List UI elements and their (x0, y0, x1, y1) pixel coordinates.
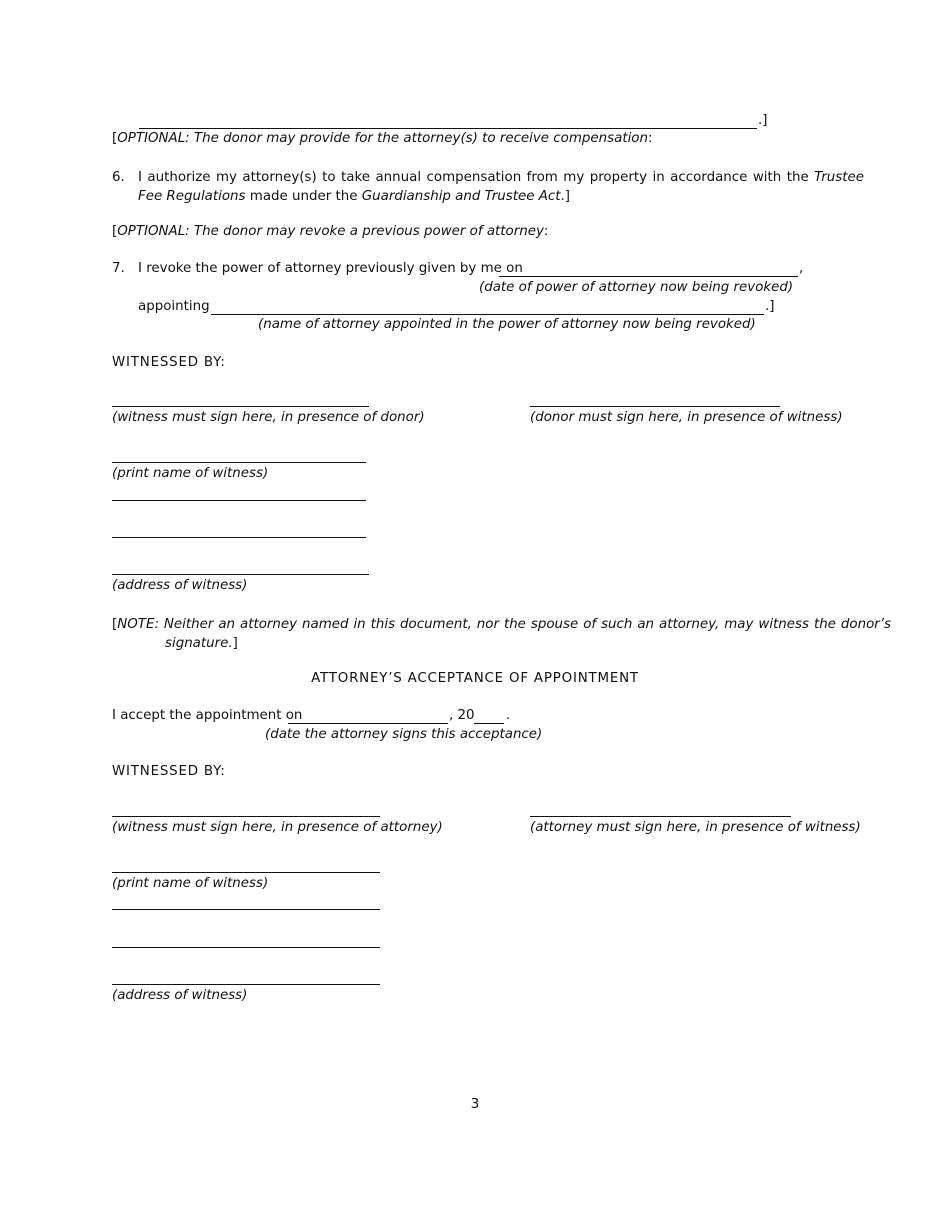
clause-7-comma: , (799, 261, 804, 276)
witness-signature-line[interactable] (112, 406, 369, 407)
witness-address-line-1[interactable] (112, 500, 366, 501)
appointing-close: .] (765, 299, 775, 314)
attorney-witness-address-caption: (address of witness) (112, 988, 248, 1003)
clause-6: 6. I authorize my attorney(s) to take annual compensation from my property in accordance with the Trustee Fee Regulations made under the Guardianship and Trustee Act.] (112, 170, 864, 204)
acceptance-date-caption: (date the attorney signs this acceptance) (265, 727, 543, 742)
witness-address-line-3[interactable] (112, 574, 369, 575)
page-number: 3 (470, 1097, 480, 1112)
attorney-witness-address-line-2[interactable] (112, 947, 380, 948)
acceptance-date-line[interactable] (288, 723, 448, 724)
witness-note: [NOTE: Neither an attorney named in this document, nor the spouse of such an attorney, may witness the donor’s signature.] (112, 617, 891, 651)
attorney-witness-address-line-3[interactable] (112, 984, 380, 985)
attorney-witness-signature-line[interactable] (112, 816, 380, 817)
acceptance-period: . (506, 708, 511, 723)
donor-signature-caption: (donor must sign here, in presence of witness) (530, 410, 843, 425)
trustee-fee-regulations: Trustee Fee Regulations (138, 170, 864, 204)
acceptance-heading: ATTORNEY’S ACCEPTANCE OF APPOINTMENT (311, 671, 639, 686)
acceptance-text: I accept the appointment on (112, 708, 303, 723)
guardianship-act: Guardianship and Trustee Act (361, 189, 561, 204)
revoked-attorney-name-line[interactable] (211, 314, 764, 315)
optional-compensation-note: [OPTIONAL: The donor may provide for the attorney(s) to receive compensation: (112, 131, 653, 146)
attorney-signature-caption: (attorney must sign here, in presence of witness) (530, 820, 861, 835)
optional-revoke-note: [OPTIONAL: The donor may revoke a previous power of attorney: (112, 224, 549, 239)
clause-7-text: I revoke the power of attorney previously given by me on (138, 261, 523, 276)
previous-clause-blank-line[interactable] (139, 128, 757, 129)
revoked-poa-date-caption: (date of power of attorney now being revoked) (479, 280, 794, 295)
clause-7-number: 7. (112, 261, 125, 276)
attorney-witness-signature-caption: (witness must sign here, in presence of attorney) (112, 820, 443, 835)
revoked-poa-date-line[interactable] (499, 276, 798, 277)
witness-address-line-2[interactable] (112, 537, 366, 538)
witnessed-by-heading: WITNESSED BY: (112, 355, 226, 370)
clause-6-number: 6. (112, 170, 125, 185)
attorney-signature-line[interactable] (530, 816, 791, 817)
donor-signature-line[interactable] (530, 406, 780, 407)
attorney-witness-print-name-caption: (print name of witness) (112, 876, 269, 891)
previous-clause-close: .] (758, 113, 768, 128)
appointing-label: appointing (138, 299, 210, 314)
witness-print-name-caption: (print name of witness) (112, 466, 269, 481)
witness-print-name-line[interactable] (112, 462, 366, 463)
acceptance-year-prefix: , 20 (449, 708, 475, 723)
attorney-witness-address-line-1[interactable] (112, 909, 380, 910)
revoked-attorney-name-caption: (name of attorney appointed in the power of attorney now being revoked) (258, 317, 756, 332)
acceptance-year-line[interactable] (474, 723, 504, 724)
witness-address-caption: (address of witness) (112, 578, 248, 593)
witness-signature-caption: (witness must sign here, in presence of donor) (112, 410, 425, 425)
attorney-witness-print-name-line[interactable] (112, 872, 380, 873)
witnessed-by-heading-2: WITNESSED BY: (112, 764, 226, 779)
